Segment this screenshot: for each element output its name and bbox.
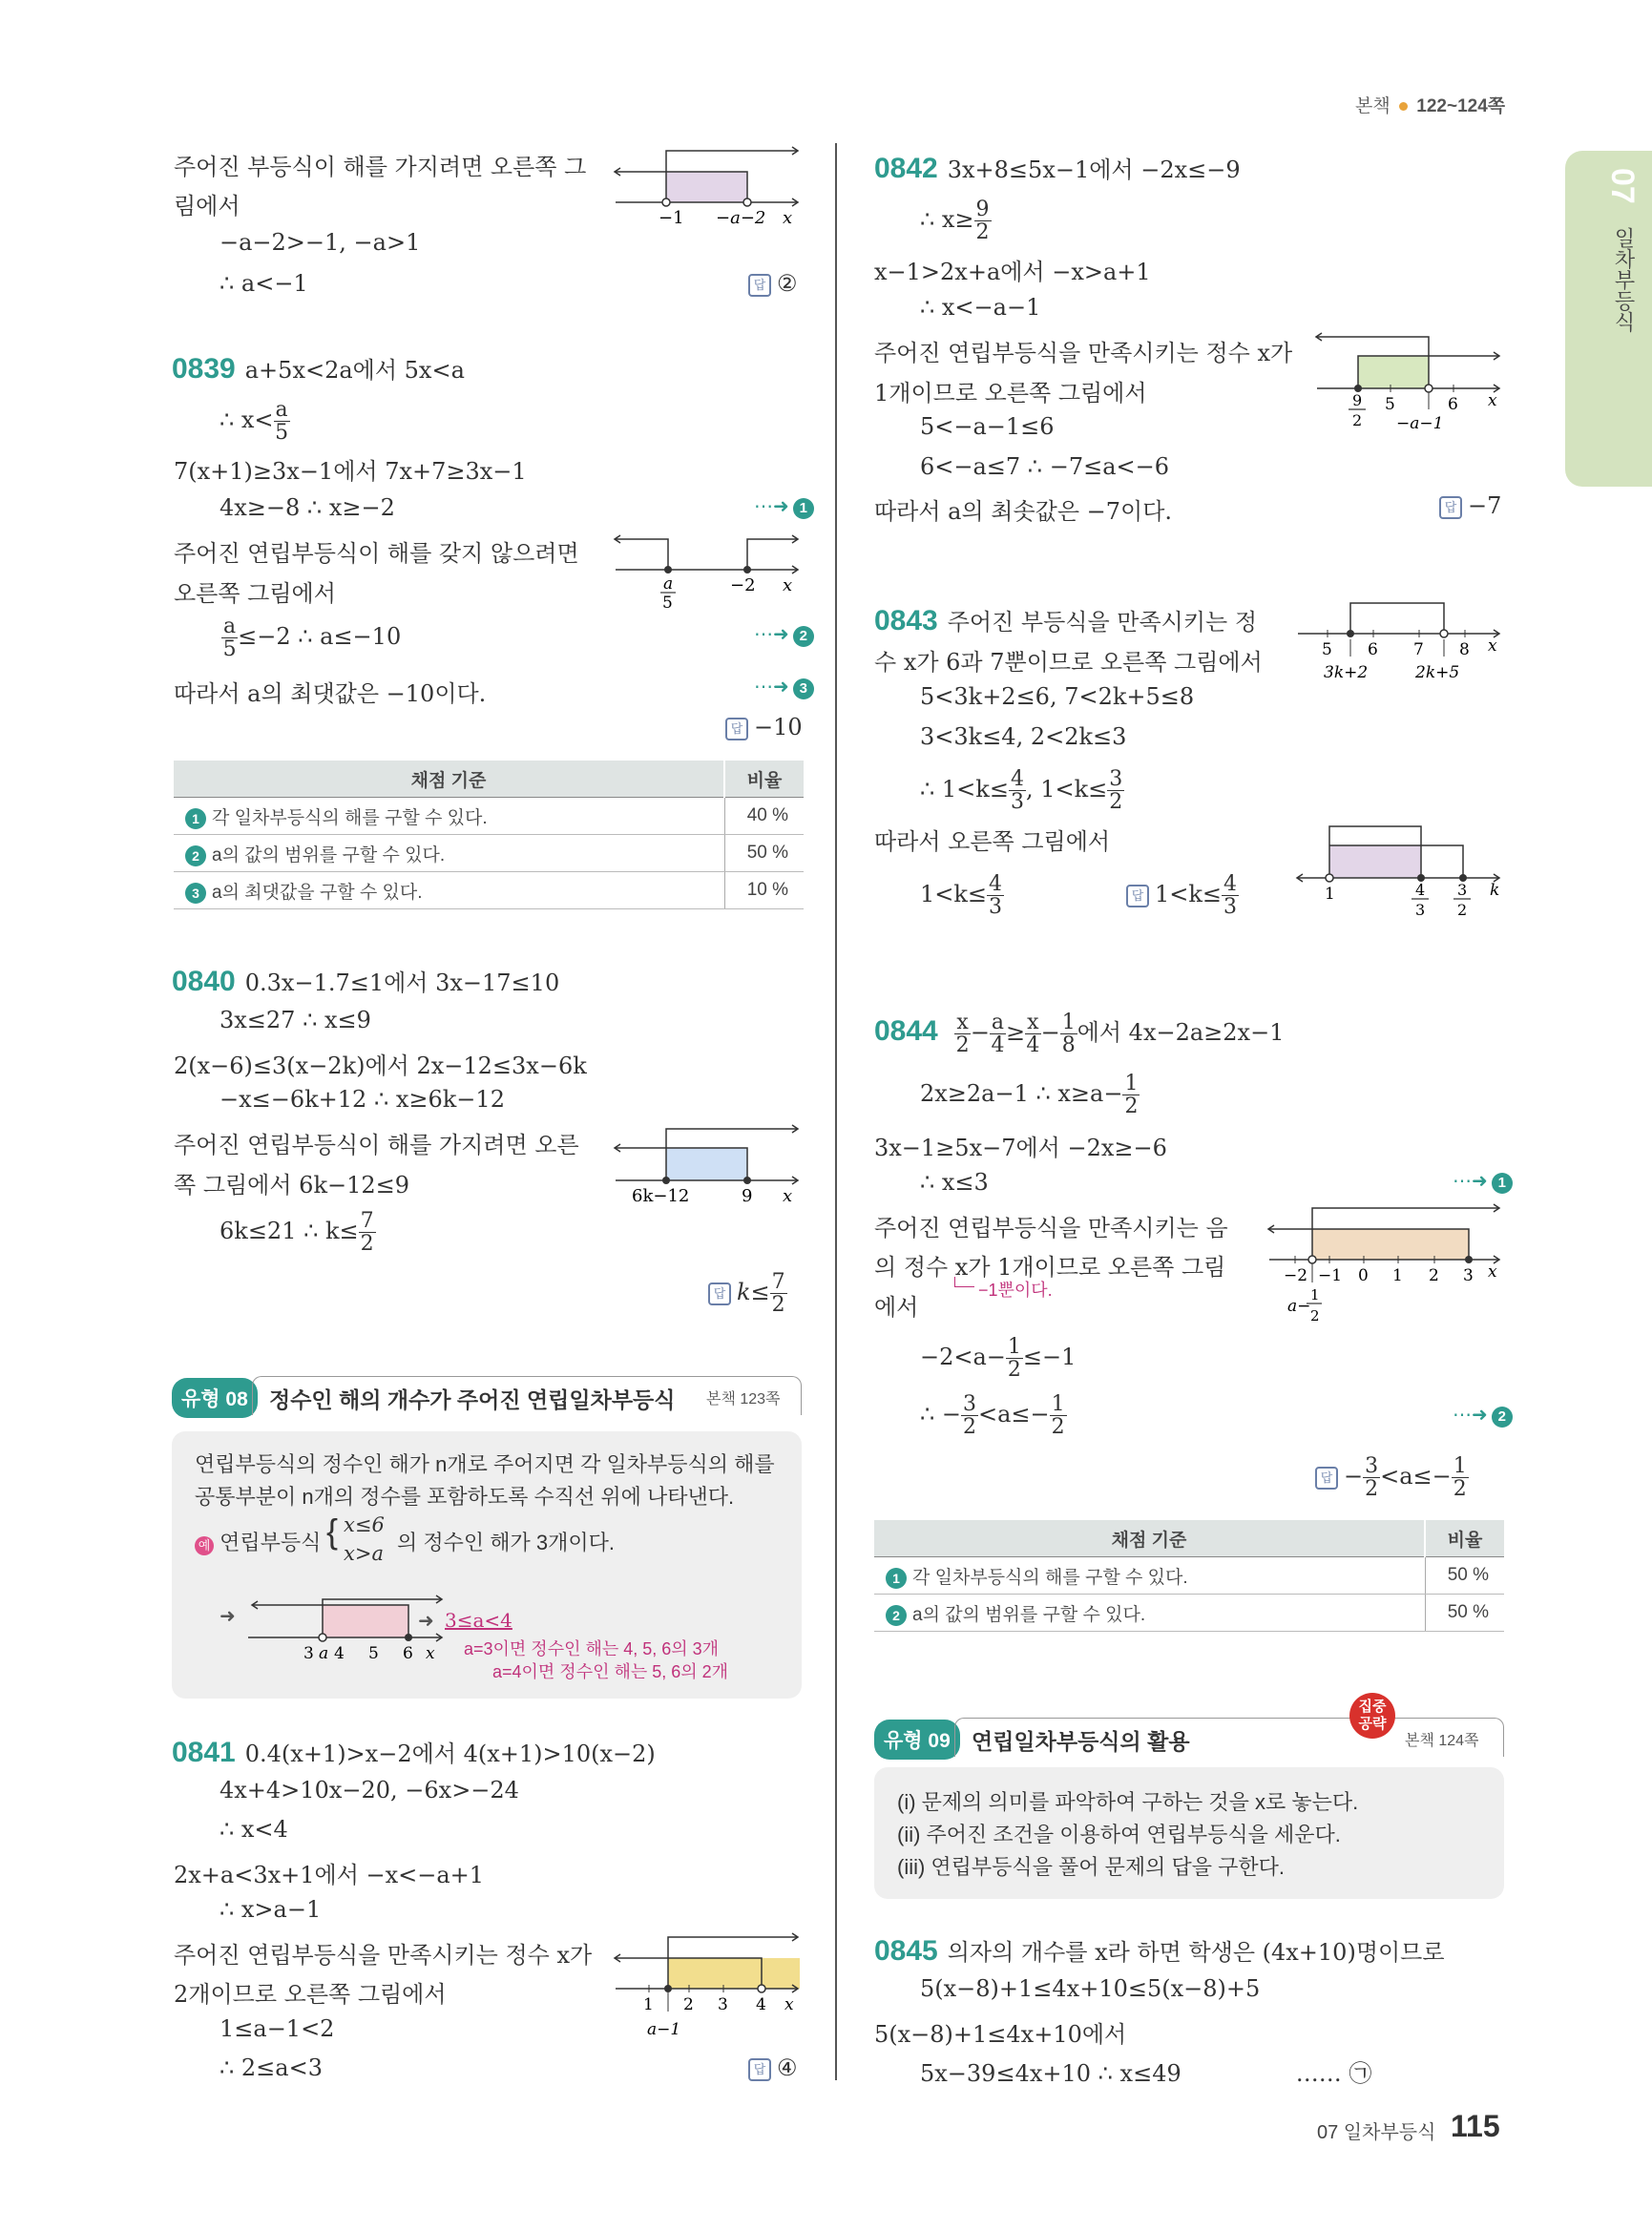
p0845-line: 5x−39≤4x+10 ∴ x≤49 …… ㉠ xyxy=(920,2060,1372,2087)
p0839-line: $\frac{a}{5}$ ≤−2 ∴ a≤−10 xyxy=(222,615,402,662)
svg-text:2: 2 xyxy=(1457,901,1468,919)
svg-text:1: 1 xyxy=(643,1995,654,2014)
p0842-line: 0842 3x+8≤5x−1에서 −2x≤−9 xyxy=(874,153,1241,184)
step-mark: ⋯➜ 2 xyxy=(1453,1403,1513,1428)
p0844-line: 0844 $\frac{x}{2}$ − $\frac{a}{4}$ ≥ $\frac{x}{4}$ − $\frac{1}{8}$ 에서 4x−2a≥2x−1 xyxy=(874,1011,1285,1058)
page-header: 본책 122~124쪽 xyxy=(1355,96,1506,116)
answer-icon: 답 xyxy=(1126,885,1149,907)
footer-chapter: 07 일차부등식 xyxy=(1317,2122,1436,2143)
p0841-line: ∴ x>a−1 xyxy=(220,1896,322,1923)
type-title: 연립일차부등식의 활용 xyxy=(972,1729,1190,1754)
tick-label: −1 xyxy=(659,208,684,228)
svg-text:4: 4 xyxy=(756,1995,766,2014)
focus-badge: 집중 공략 xyxy=(1349,1693,1395,1739)
p0844-line: 의 정수 x가 1개이므로 오른쪽 그림 xyxy=(874,1254,1226,1281)
svg-text:a: a xyxy=(319,1644,329,1663)
step-mark: ⋯➜ 2 xyxy=(754,622,814,647)
type-tag: 유형 08 xyxy=(172,1378,258,1418)
svg-text:7: 7 xyxy=(1413,640,1424,659)
p0841-line: 0841 0.4(x+1)>x−2에서 4(x+1)>10(x−2) xyxy=(172,1737,656,1768)
p0842-line: 1개이므로 오른쪽 그림에서 xyxy=(874,380,1147,407)
p0840-line: 0840 0.3x−1.7≤1에서 3x−17≤10 xyxy=(172,966,560,997)
svg-text:k: k xyxy=(1490,881,1500,900)
p0845-line: 5(x−8)+1≤4x+10에서 xyxy=(874,2021,1127,2048)
problem-number: 0844 xyxy=(874,1015,938,1048)
tick-label: −2 xyxy=(730,575,756,595)
svg-text:1: 1 xyxy=(1310,1286,1320,1303)
svg-text:a−: a− xyxy=(1287,1297,1311,1316)
p0838-line: 림에서 xyxy=(174,193,240,219)
p0841-line: 주어진 연립부등식을 만족시키는 정수 x가 xyxy=(174,1942,593,1969)
tick-label: x xyxy=(783,1186,793,1206)
tick-label: 9 xyxy=(742,1186,753,1206)
number-line-0838 xyxy=(611,143,806,229)
svg-text:x: x xyxy=(426,1644,435,1663)
answer-icon: 답 xyxy=(1315,1467,1338,1490)
answer-0838: 답 ② xyxy=(748,270,798,297)
svg-text:3: 3 xyxy=(718,1995,728,2014)
note: a=4이면 정수인 해는 5, 6의 2개 xyxy=(492,1662,729,1681)
p0842-line: 6<−a≤7 ∴ −7≤a<−6 xyxy=(920,453,1169,480)
number-line-0841 xyxy=(611,1929,806,2042)
tick-label: 6k−12 xyxy=(632,1186,690,1206)
tick-label: a xyxy=(663,574,674,594)
p0844-line: 2x≥2a−1 ∴ x≥a− $\frac{1}{2}$ xyxy=(920,1072,1139,1119)
p0843-line: 3<3k≤4, 2<2k≤3 xyxy=(920,723,1127,750)
table-row: 1 각 일차부등식의 해를 구할 수 있다. 50 % xyxy=(874,1557,1504,1595)
svg-text:9: 9 xyxy=(1352,391,1363,409)
svg-text:−2: −2 xyxy=(1284,1266,1308,1285)
p0844-line: 3x−1≥5x−7에서 −2x≥−6 xyxy=(874,1135,1167,1161)
tick-label: x xyxy=(783,575,793,595)
p0839-line: 주어진 연립부등식이 해를 갖지 않으려면 xyxy=(174,540,579,567)
p0845-line: 5(x−8)+1≤4x+10≤5(x−8)+5 xyxy=(920,1975,1261,2002)
svg-text:3: 3 xyxy=(1463,1266,1474,1285)
step-mark: ⋯➜ 1 xyxy=(754,494,814,519)
dot-icon xyxy=(1399,102,1408,111)
problem-number: 0845 xyxy=(874,1935,938,1967)
svg-text:x: x xyxy=(1488,391,1497,410)
p0841-line: ∴ 2≤a<3 xyxy=(220,2054,323,2081)
table-row: 3 a의 최댓값을 구할 수 있다. 10 % xyxy=(174,872,804,909)
number-line-0839 xyxy=(611,530,806,615)
svg-text:3k+2: 3k+2 xyxy=(1324,663,1369,682)
p0838-line: −a−2>−1, −a>1 xyxy=(220,229,421,256)
type09-header xyxy=(874,1699,1504,1758)
tick-label: x xyxy=(783,208,793,228)
svg-text:5: 5 xyxy=(368,1644,379,1663)
svg-text:4: 4 xyxy=(1415,881,1426,899)
page-ref: 본책 123쪽 xyxy=(706,1391,781,1407)
svg-text:5: 5 xyxy=(1385,395,1395,414)
p0842-line: 따라서 a의 최솟값은 −7이다. xyxy=(874,498,1173,525)
svg-text:2: 2 xyxy=(683,1995,694,2014)
p0840-line: −x≤−6k+12 ∴ x≥6k−12 xyxy=(220,1086,505,1113)
svg-text:➜: ➜ xyxy=(220,1604,236,1627)
svg-text:1: 1 xyxy=(1392,1266,1403,1285)
p0841-line: 1≤a−1<2 xyxy=(220,2015,335,2042)
p0843-line: 0843 주어진 부등식을 만족시키는 정 xyxy=(874,605,1258,636)
example-icon: 예 xyxy=(195,1536,214,1555)
column-divider xyxy=(835,143,837,2080)
svg-text:a−1: a−1 xyxy=(647,2020,681,2039)
tick-label: −a−2 xyxy=(716,208,766,228)
svg-text:−a−1: −a−1 xyxy=(1396,414,1444,433)
answer-icon: 답 xyxy=(725,718,748,740)
table-row: 1 각 일차부등식의 해를 구할 수 있다. 40 % xyxy=(174,798,804,835)
svg-text:x: x xyxy=(784,1995,794,2014)
p0840-line: 3x≤27 ∴ x≤9 xyxy=(220,1007,371,1033)
p0842-line: ∴ x≥ $\frac{9}{2}$ xyxy=(920,198,990,245)
p0839-line: 따라서 a의 최댓값은 −10이다. xyxy=(174,680,487,707)
svg-text:0: 0 xyxy=(1358,1266,1369,1285)
table-row: 2 a의 값의 범위를 구할 수 있다. 50 % xyxy=(874,1595,1504,1632)
svg-text:2: 2 xyxy=(1310,1307,1320,1324)
p0839-line: 오른쪽 그림에서 xyxy=(174,580,336,607)
p0843-line: 1<k≤ $\frac{4}{3}$ xyxy=(920,872,1003,920)
answer-icon: 답 xyxy=(1439,496,1462,519)
p0844-line: ∴ x≤3 xyxy=(920,1169,989,1196)
svg-text:5: 5 xyxy=(1322,640,1332,659)
answer-icon: 답 xyxy=(748,2058,771,2081)
p0839-line: 4x≥−8 ∴ x≥−2 xyxy=(220,494,395,521)
type-tag: 유형 09 xyxy=(874,1720,960,1760)
problem-number: 0841 xyxy=(172,1737,236,1768)
answer-icon: 답 xyxy=(708,1282,731,1305)
problem-number: 0843 xyxy=(874,605,938,636)
svg-text:4: 4 xyxy=(334,1644,345,1663)
answer-0843: 답 1<k≤ $\frac{4}{3}$ xyxy=(1126,873,1239,918)
type09-box xyxy=(874,1767,1504,1899)
score-table-1: 채점 기준 비율 1 각 일차부등식의 해를 구할 수 있다. 40 % 2 a의 값의 범위를 구할 수 있다. 50 % 3 a의 최댓값을 구할 수 있다. 10 % xyxy=(174,761,804,909)
type-title: 정수인 해의 개수가 주어진 연립일차부등식 xyxy=(269,1387,676,1412)
p0840-line: 주어진 연립부등식이 해를 가지려면 오른 xyxy=(174,1132,579,1158)
p0838-line: 주어진 부등식이 해를 가지려면 오른쪽 그 xyxy=(174,154,587,180)
problem-number: 0840 xyxy=(172,966,236,997)
number-line-0840 xyxy=(611,1121,806,1207)
svg-text:3: 3 xyxy=(1415,901,1426,919)
arrow-icon: ➜ xyxy=(418,1611,434,1632)
note: −1뿐이다. xyxy=(954,1277,1053,1302)
example-line: 예 연립부등식 xyxy=(195,1527,321,1556)
p0843-line: ∴ 1<k≤ $\frac{4}{3}$ , 1<k≤ $\frac{3}{2}$ xyxy=(920,767,1123,815)
problem-number: 0842 xyxy=(874,153,938,184)
note: a=3이면 정수인 해는 4, 5, 6의 3개 xyxy=(464,1639,720,1658)
p0841-line: ∴ x<4 xyxy=(220,1816,288,1843)
svg-text:6: 6 xyxy=(1448,395,1458,414)
svg-text:6: 6 xyxy=(403,1644,413,1663)
svg-text:8: 8 xyxy=(1459,640,1470,659)
answer-0842: 답 −7 xyxy=(1439,492,1501,519)
p0842-line: 5<−a−1≤6 xyxy=(920,413,1055,440)
answer-0841: 답 ④ xyxy=(748,2054,798,2081)
p0842-line: x−1>2x+a에서 −x>a+1 xyxy=(874,259,1151,285)
svg-text:6: 6 xyxy=(1368,640,1378,659)
p0843-line: 5<3k+2≤6, 7<2k+5≤8 xyxy=(920,683,1195,710)
p0839-line: 7(x+1)≥3x−1에서 7x+7≥3x−1 xyxy=(174,458,527,485)
p0841-line: 2개이므로 오른쪽 그림에서 xyxy=(174,1981,447,2008)
number-line-0843a xyxy=(1293,594,1508,689)
step-mark: ⋯➜ 3 xyxy=(754,675,814,699)
problem-number: 0839 xyxy=(172,353,236,385)
answer-0840: 답 k≤ $\frac{7}{2}$ xyxy=(708,1271,787,1316)
step-mark: ⋯➜ 1 xyxy=(1453,1169,1513,1194)
list-item: (ii) 주어진 조건을 이용하여 연립부등식을 세운다. xyxy=(897,1823,1341,1846)
page-ref: 본책 124쪽 xyxy=(1405,1733,1479,1749)
page-number: 115 xyxy=(1451,2109,1500,2143)
score-table-2: 채점 기준 비율 1 각 일차부등식의 해를 구할 수 있다. 50 % 2 a의 값의 범위를 구할 수 있다. 50 % xyxy=(874,1520,1504,1632)
svg-text:x: x xyxy=(1488,1262,1497,1282)
svg-text:2: 2 xyxy=(1352,411,1363,429)
type08-header xyxy=(172,1376,802,1416)
svg-text:3: 3 xyxy=(303,1644,314,1663)
p0841-line: 4x+4>10x−20, −6x>−24 xyxy=(220,1777,519,1804)
p0842-line: ∴ x<−a−1 xyxy=(920,294,1041,321)
svg-text:1: 1 xyxy=(1325,885,1335,904)
p0845-line: 0845 의자의 개수를 x라 하면 학생은 (4x+10)명이므로 xyxy=(874,1935,1445,1967)
p0844-line: 에서 xyxy=(874,1294,919,1321)
p0843-line: 수 x가 6과 7뿐이므로 오른쪽 그림에서 xyxy=(874,649,1263,676)
p0841-line: 2x+a<3x+1에서 −x<−a+1 xyxy=(174,1862,485,1888)
p0840-line: 쪽 그림에서 6k−12≤9 xyxy=(174,1172,410,1199)
svg-text:3: 3 xyxy=(1457,881,1468,899)
svg-text:2k+5: 2k+5 xyxy=(1415,663,1460,682)
number-line-0842 xyxy=(1312,329,1508,442)
p0844-line: 주어진 연립부등식을 만족시키는 음 xyxy=(874,1215,1228,1241)
brace: { xyxy=(326,1512,339,1551)
list-item: (iii) 연립부등식을 풀어 문제의 답을 구한다. xyxy=(897,1855,1286,1879)
svg-text:−1: −1 xyxy=(1318,1266,1343,1285)
p0842-line: 주어진 연립부등식을 만족시키는 정수 x가 xyxy=(874,340,1293,366)
range-text: 3≤a<4 xyxy=(445,1609,512,1632)
list-item: (i) 문제의 의미를 파악하여 구하는 것을 x로 놓는다. xyxy=(897,1790,1359,1814)
answer-0844: 답 − $\frac{3}{2}$ <a≤− $\frac{1}{2}$ xyxy=(1315,1455,1469,1500)
type08-box: 연립부등식의 정수인 해가 n개로 주어지면 각 일차부등식의 해를 공통부분이 n개의 정수를 포함하도록 수직선 위에 나타낸다. 예 연립부등식 { x≤6 x>a 의 정수인 해가 3개이다. ➜ 3 a 4 5 6 x ➜ 3≤a<4 a=3이면 정수인 해는 4, 5, 6의 3개 a=4이면 정수인 해는 5, 6의 2개 xyxy=(172,1431,802,1699)
answer-icon: 답 xyxy=(748,274,771,297)
chapter-side-tab[interactable]: 07 일차부등식 xyxy=(1565,151,1652,487)
svg-text:2: 2 xyxy=(1429,1266,1439,1285)
p0844-line: −2<a− $\frac{1}{2}$ ≤−1 xyxy=(920,1335,1077,1383)
number-line-0843b xyxy=(1293,819,1508,931)
svg-text:x: x xyxy=(1488,636,1497,656)
number-line-0844 xyxy=(1265,1200,1508,1334)
tick-label: 5 xyxy=(662,594,673,613)
p0838-line: ∴ a<−1 xyxy=(220,270,308,297)
table-row: 2 a의 값의 범위를 구할 수 있다. 50 % xyxy=(174,835,804,872)
p0839-line: ∴ x< $\frac{a}{5}$ xyxy=(220,398,289,446)
p0844-line: ∴ − $\frac{3}{2}$ <a≤− $\frac{1}{2}$ xyxy=(920,1392,1065,1440)
p0840-line: 2(x−6)≤3(x−2k)에서 2x−12≤3x−6k xyxy=(174,1053,587,1079)
answer-0839: 답 −10 xyxy=(725,714,803,740)
p0839-line: 0839 a+5x<2a에서 5x<a xyxy=(172,353,465,385)
p0843-line: 따라서 오른쪽 그림에서 xyxy=(874,828,1111,855)
p0840-line: 6k≤21 ∴ k≤ $\frac{7}{2}$ xyxy=(220,1209,374,1257)
